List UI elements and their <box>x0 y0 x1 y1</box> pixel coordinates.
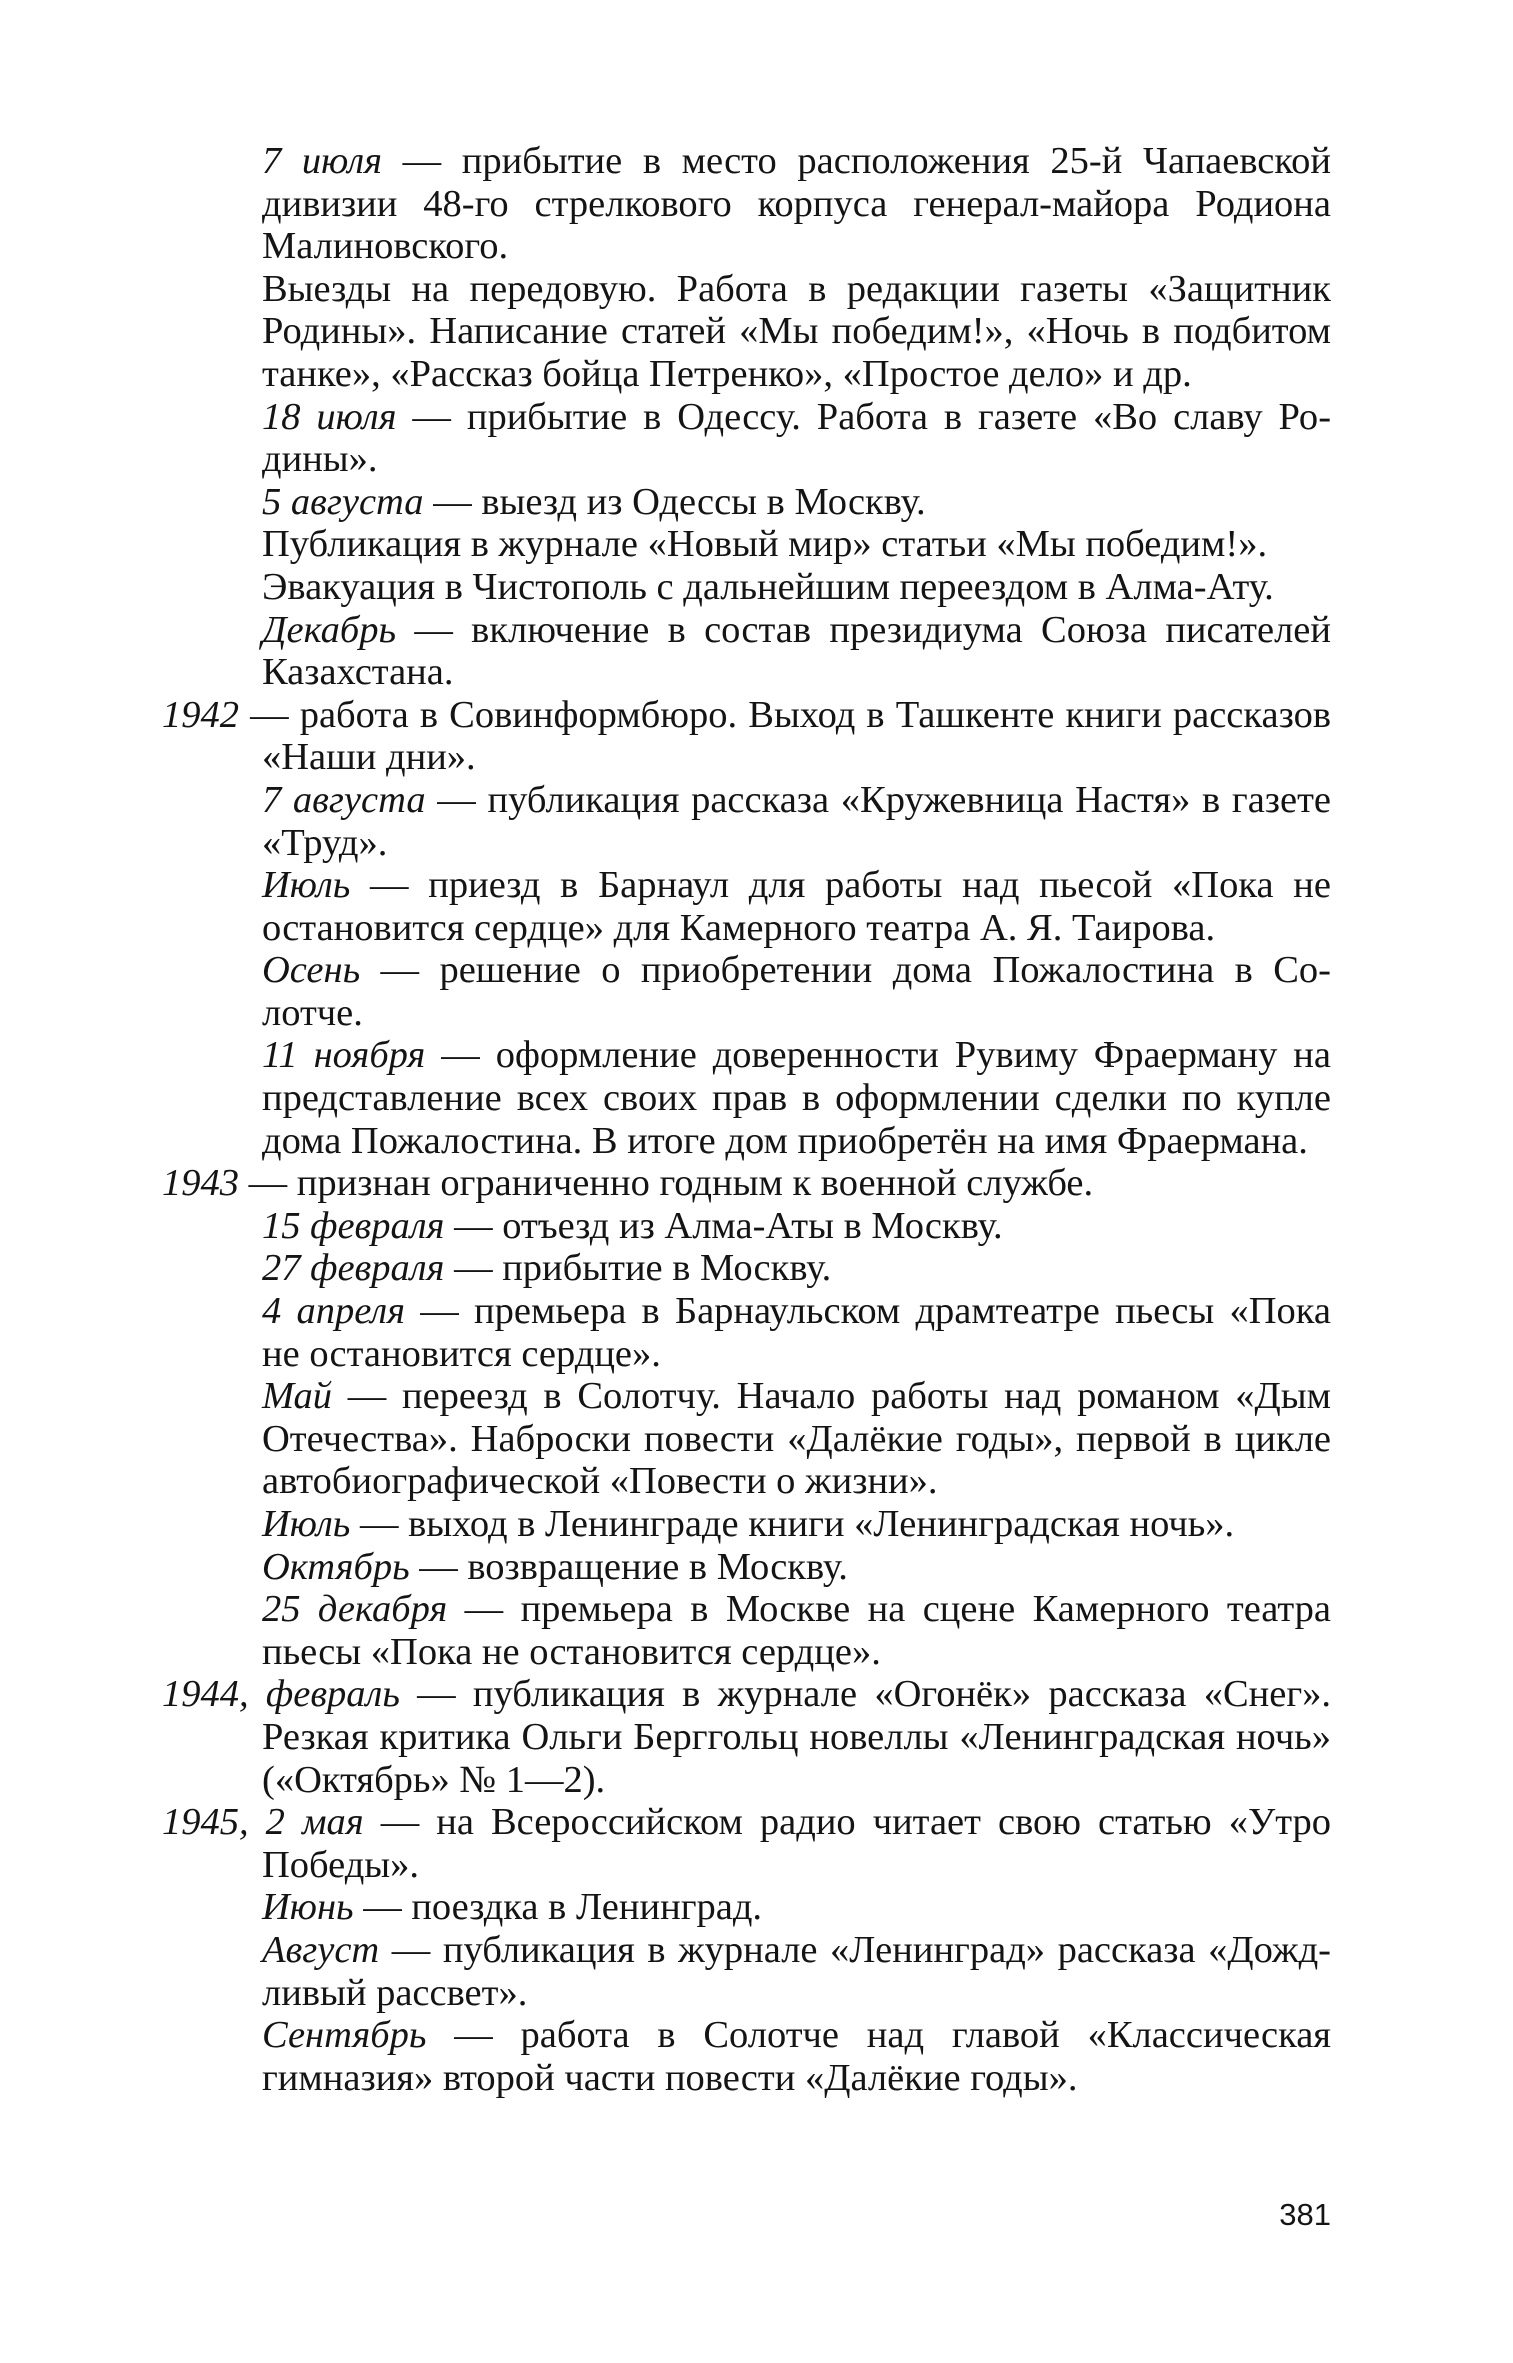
event-entry <box>162 949 1331 1034</box>
entry-text: — премьера в Барнаульском драмтеатре пьесы «Пока не остановится сердце». <box>262 1290 1331 1375</box>
entry-date: Июль <box>262 864 351 907</box>
event-entry <box>162 268 1331 396</box>
entry-date: 25 декабря <box>262 1588 448 1631</box>
entry-text: — выезд из Одессы в Москву. <box>423 480 926 523</box>
year-entry <box>162 1162 1331 1205</box>
event-entry <box>162 779 1331 864</box>
entry-text: — отъезд из Алма-Аты в Москву. <box>444 1204 1003 1247</box>
event-entry <box>162 481 1331 524</box>
entry-text: — решение о приобретении дома Пожалостина в Солотче. <box>262 949 1331 1034</box>
entry-text: Выезды на передовую. Работа в редакции газеты «Защитник Родины». Написание статей «Мы победим!», «Ночь в подбитом танке», «Рассказ бойца Петренко», «Простое дело» и др. <box>262 267 1331 395</box>
entry-text: — на Всероссийском радио читает свою статью «Утро Победы». <box>262 1801 1332 1886</box>
event-entry <box>162 1034 1331 1162</box>
entry-date: Осень <box>262 949 361 992</box>
year-entry <box>162 1673 1331 1801</box>
entry-date: 27 февраля <box>262 1247 445 1290</box>
entry-text: — прибытие в место расположения 25-й Чапаевской дивизии 48-го стрелкового корпуса генерал-майора Родиона Малиновского. <box>262 140 1331 268</box>
entry-text: — поездка в Ленинград. <box>353 1886 763 1929</box>
entry-date: Июнь <box>262 1886 354 1929</box>
year-entry <box>162 694 1331 779</box>
event-entry <box>162 1503 1331 1546</box>
entry-text: Публикация в журнале «Новый мир» статьи «Мы победим!». <box>262 523 1268 566</box>
entry-text: — прибытие в Одессу. Работа в газете «Во славу Родины». <box>262 395 1332 481</box>
event-entry <box>162 1205 1331 1248</box>
entry-date: Май <box>262 1375 333 1418</box>
entry-text: — возвращение в Москву. <box>409 1545 848 1588</box>
event-entry <box>162 1375 1331 1503</box>
entry-date: 1943 <box>162 1162 239 1205</box>
entry-date: 18 июля <box>262 395 397 438</box>
entry-date: 4 апреля <box>262 1290 406 1333</box>
entry-date: 7 августа <box>262 778 426 821</box>
entry-text: — переезд в Солотчу. Начало работы над романом «Дым Отечества». Наброски повести «Далёкие годы», первой в цикле автобиографической «Повести о жизни». <box>262 1375 1331 1503</box>
entry-date: Июль <box>262 1503 351 1545</box>
entry-text: — выход в Ленинграде книги «Ленинградская ночь». <box>350 1503 1235 1545</box>
event-entry <box>162 1886 1331 1929</box>
entry-date: 15 февраля <box>262 1204 445 1247</box>
entry-date: Сентябрь <box>262 2014 427 2057</box>
year-entry <box>162 1801 1331 1886</box>
event-entry <box>162 1546 1331 1589</box>
entry-date: 1945, 2 мая <box>162 1801 364 1844</box>
event-entry <box>162 140 1331 268</box>
event-entry <box>162 609 1331 694</box>
entry-date: 7 июля <box>262 140 383 182</box>
event-entry <box>162 2014 1331 2099</box>
entry-text: — включение в состав президиума Союза писателей Казахстана. <box>262 608 1331 694</box>
event-entry <box>162 864 1331 949</box>
page-number: 381 <box>1279 2197 1331 2232</box>
entry-date: 11 ноября <box>262 1034 426 1077</box>
event-entry <box>162 566 1331 609</box>
event-entry <box>162 1588 1331 1673</box>
entry-text: — публикация в журнале «Ленинград» рассказа «Дождливый рассвет». <box>262 1928 1331 2014</box>
chronology-list <box>162 140 1331 2099</box>
event-entry <box>162 1290 1331 1375</box>
event-entry <box>162 523 1331 566</box>
entry-text: — оформление доверенности Рувиму Фраерману на представление всех своих прав в оформлении сделки по купле дома Пожалостина. В итоге дом приобретён на имя Фраермана. <box>262 1034 1331 1162</box>
entry-date: Декабрь <box>262 608 397 651</box>
entry-text: — работа в Солотче над главой «Классическая гимназия» второй части повести «Далёкие годы». <box>262 2014 1331 2099</box>
entry-date: 1944, февраль <box>162 1673 400 1716</box>
entry-date: 5 августа <box>262 480 424 523</box>
entry-date: 1942 <box>162 693 239 736</box>
entry-text: — публикация рассказа «Кружевница Настя» в газете «Труд». <box>262 778 1332 864</box>
entry-text: — премьера в Москве на сцене Камерного театра пьесы «Пока не остановится сердце». <box>262 1588 1331 1673</box>
entry-text: — приезд в Барнаул для работы над пьесой «Пока не остановится сердце» для Камерного театра А. Я. Таирова. <box>262 864 1331 949</box>
event-entry <box>162 1247 1331 1290</box>
entry-text: — публикация в журнале «Огонёк» рассказа «Снег». Резкая критика Ольги Берггольц новеллы «Ленинградская ночь» («Октябрь» № 1—2). <box>262 1673 1331 1801</box>
event-entry <box>162 396 1331 481</box>
entry-text: — прибытие в Москву. <box>444 1247 832 1290</box>
event-entry <box>162 1929 1331 2014</box>
entry-text: Эвакуация в Чистополь с дальнейшим переездом в Алма-Ату. <box>262 565 1274 608</box>
entry-date: Октябрь <box>262 1545 410 1588</box>
entry-text: — признан ограниченно годным к военной службе. <box>239 1162 1094 1205</box>
entry-text: — работа в Совинформбюро. Выход в Ташкенте книги рассказов «Наши дни». <box>239 693 1331 779</box>
entry-date: Август <box>262 1928 380 1971</box>
